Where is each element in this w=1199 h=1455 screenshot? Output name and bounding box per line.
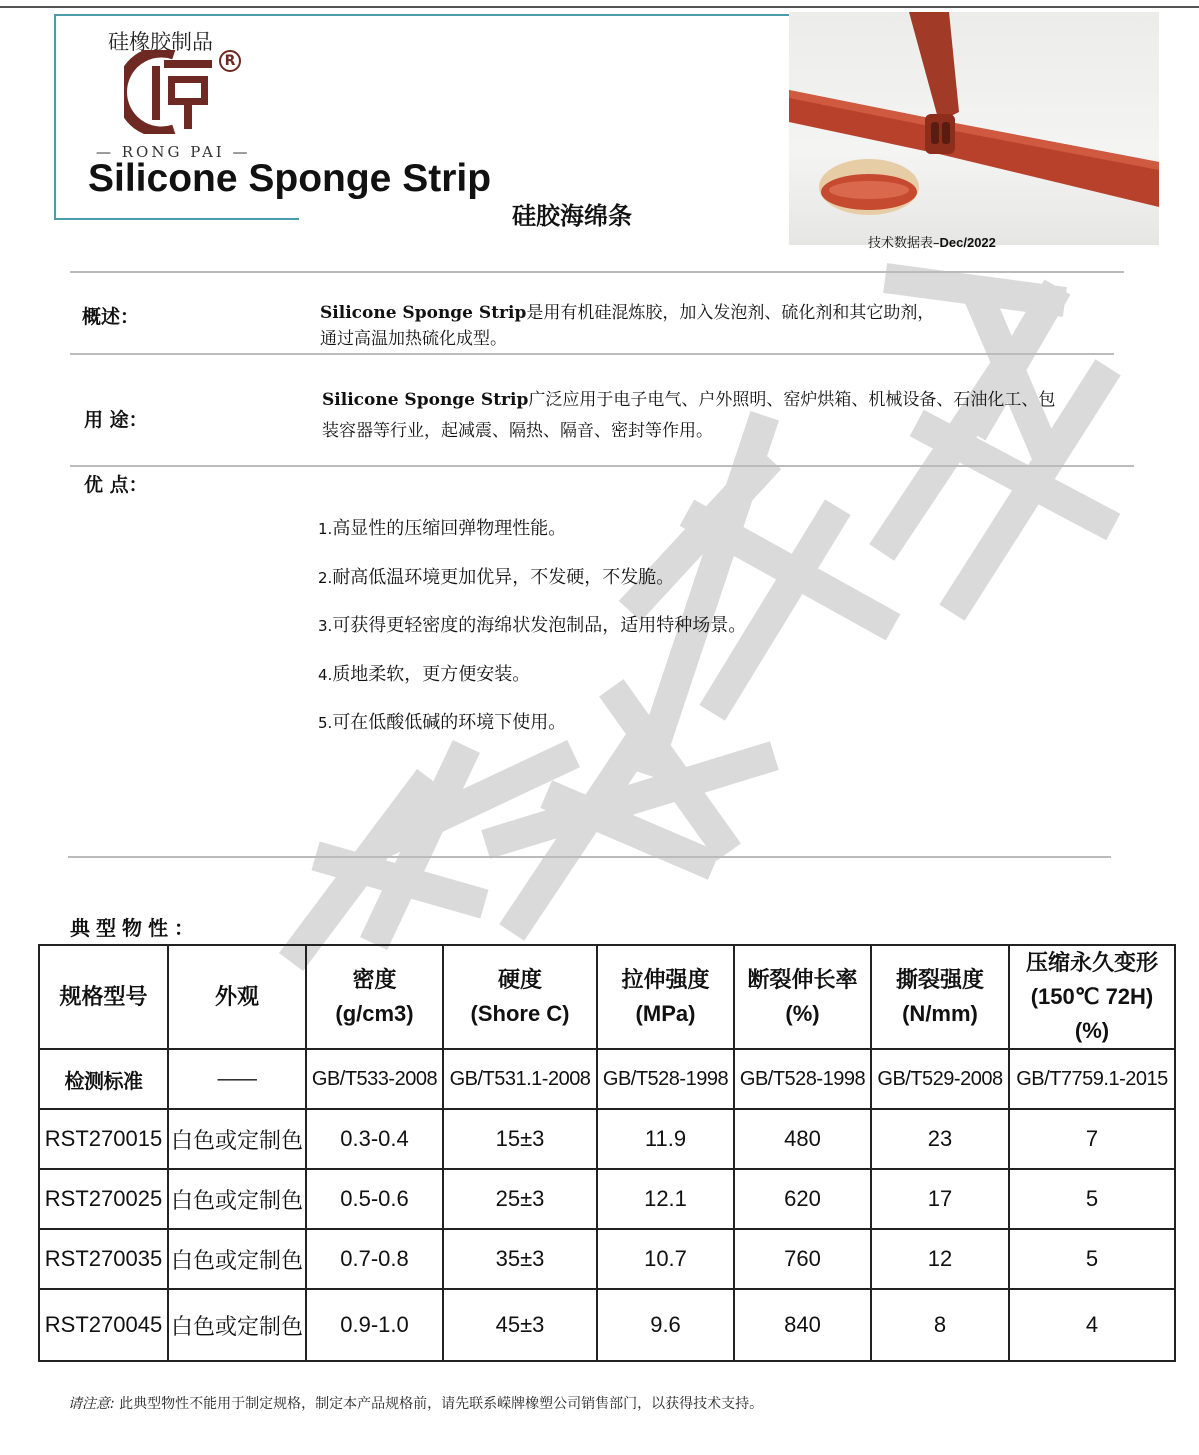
table-cell: 23 [871,1109,1009,1169]
table-cell: 白色或定制色 [168,1109,306,1169]
table-cell: 17 [871,1169,1009,1229]
overview-label: 概述： [82,306,140,328]
top-rule [0,6,1199,8]
advantage-item: 2.耐高低温环境更加优异，不发硬，不发脆。 [318,567,675,588]
usage-text: Silicone Sponge Strip广泛应用于电子电气、户外照明、窑炉烘箱、机械设备、石油化工、包 装容器等行业，起减震、隔热、隔音、密封等作用。 [322,390,1056,441]
brand-logo-icon [124,50,220,138]
registered-mark-icon: R [219,50,241,72]
table-cell: 0.9-1.0 [306,1289,443,1361]
table-cell: GB/T528-1998 [597,1049,734,1109]
divider [70,465,1134,467]
table-cell: 480 [734,1109,871,1169]
footnote: 请注意: 此典型物性不能用于制定规格，制定本产品规格前，请先联系嵘牌橡塑公司销售部门，以获得技术支持。 [68,1396,764,1412]
advantages-label: 优 点： [84,474,148,496]
table-header-row [39,945,1175,1049]
table-cell: RST270045 [39,1289,168,1361]
table-cell: RST270025 [39,1169,168,1229]
table-cell: 0.5-0.6 [306,1169,443,1229]
table-cell: 840 [734,1289,871,1361]
table-cell: 11.9 [597,1109,734,1169]
table-cell: 35±3 [443,1229,597,1289]
table-header-cell: 断裂伸长率 (%) [734,945,871,1049]
table-cell: GB/T528-1998 [734,1049,871,1109]
table-cell: 45±3 [443,1289,597,1361]
table-cell: 12.1 [597,1169,734,1229]
table-cell: GB/T533-2008 [306,1049,443,1109]
table-cell: 10.7 [597,1229,734,1289]
table-cell: 760 [734,1229,871,1289]
table-header-cell: 拉伸强度 (MPa) [597,945,734,1049]
specs-title: 典型物性： [70,916,200,940]
table-row [39,1169,1175,1229]
table-header-cell: 压缩永久变形 (150℃ 72H) (%) [1009,945,1175,1049]
table-header-cell: 外观 [168,945,306,1049]
table-cell: 4 [1009,1289,1175,1361]
brand-name-cn: 硅橡胶制品 [108,30,213,54]
table-cell: 检测标准 [39,1049,168,1109]
divider [68,856,1111,858]
table-cell: 白色或定制色 [168,1289,306,1361]
brand-romanized: — RONG PAI — [96,143,251,161]
table-cell: 25±3 [443,1169,597,1229]
overview-text: Silicone Sponge Strip是用有机硅混炼胶，加入发泡剂、硫化剂和其它助剂， 通过高温加热硫化成型。 [320,303,935,349]
specs-table [38,944,1176,1362]
table-cell: 5 [1009,1229,1175,1289]
table-cell: 620 [734,1169,871,1229]
table-row [39,1289,1175,1361]
table-cell: 12 [871,1229,1009,1289]
table-row-standards [39,1049,1175,1109]
table-cell: 8 [871,1289,1009,1361]
table-cell: 7 [1009,1109,1175,1169]
divider [70,271,1124,273]
advantage-item: 1.高显性的压缩回弹物理性能。 [318,518,567,539]
table-cell: 0.7-0.8 [306,1229,443,1289]
table-header-cell: 撕裂强度 (N/mm) [871,945,1009,1049]
table-cell: 0.3-0.4 [306,1109,443,1169]
table-row [39,1229,1175,1289]
table-row [39,1109,1175,1169]
product-title-cn: 硅胶海绵条 [512,202,632,230]
table-cell: 白色或定制色 [168,1169,306,1229]
table-cell: 5 [1009,1169,1175,1229]
advantage-item: 3.可获得更轻密度的海绵状发泡制品，适用特种场景。 [318,615,747,636]
divider [70,353,1114,355]
advantage-item: 5.可在低酸低碱的环境下使用。 [318,712,567,733]
datasheet-label: 技术数据表–Dec/2022 [868,235,996,251]
table-header-cell: 硬度 (Shore C) [443,945,597,1049]
table-cell: 15±3 [443,1109,597,1169]
table-cell: GB/T529-2008 [871,1049,1009,1109]
product-title-en: Silicone Sponge Strip [88,157,492,200]
usage-label: 用 途： [84,409,148,431]
advantage-item: 4.质地柔软，更方便安装。 [318,664,531,685]
table-cell: —— [168,1049,306,1109]
table-header-cell: 规格型号 [39,945,168,1049]
product-photo [789,12,1159,245]
table-cell: RST270015 [39,1109,168,1169]
table-cell: 9.6 [597,1289,734,1361]
table-cell: RST270035 [39,1229,168,1289]
table-cell: GB/T531.1-2008 [443,1049,597,1109]
table-header-cell: 密度 (g/cm3) [306,945,443,1049]
table-cell: 白色或定制色 [168,1229,306,1289]
table-cell: GB/T7759.1-2015 [1009,1049,1175,1109]
